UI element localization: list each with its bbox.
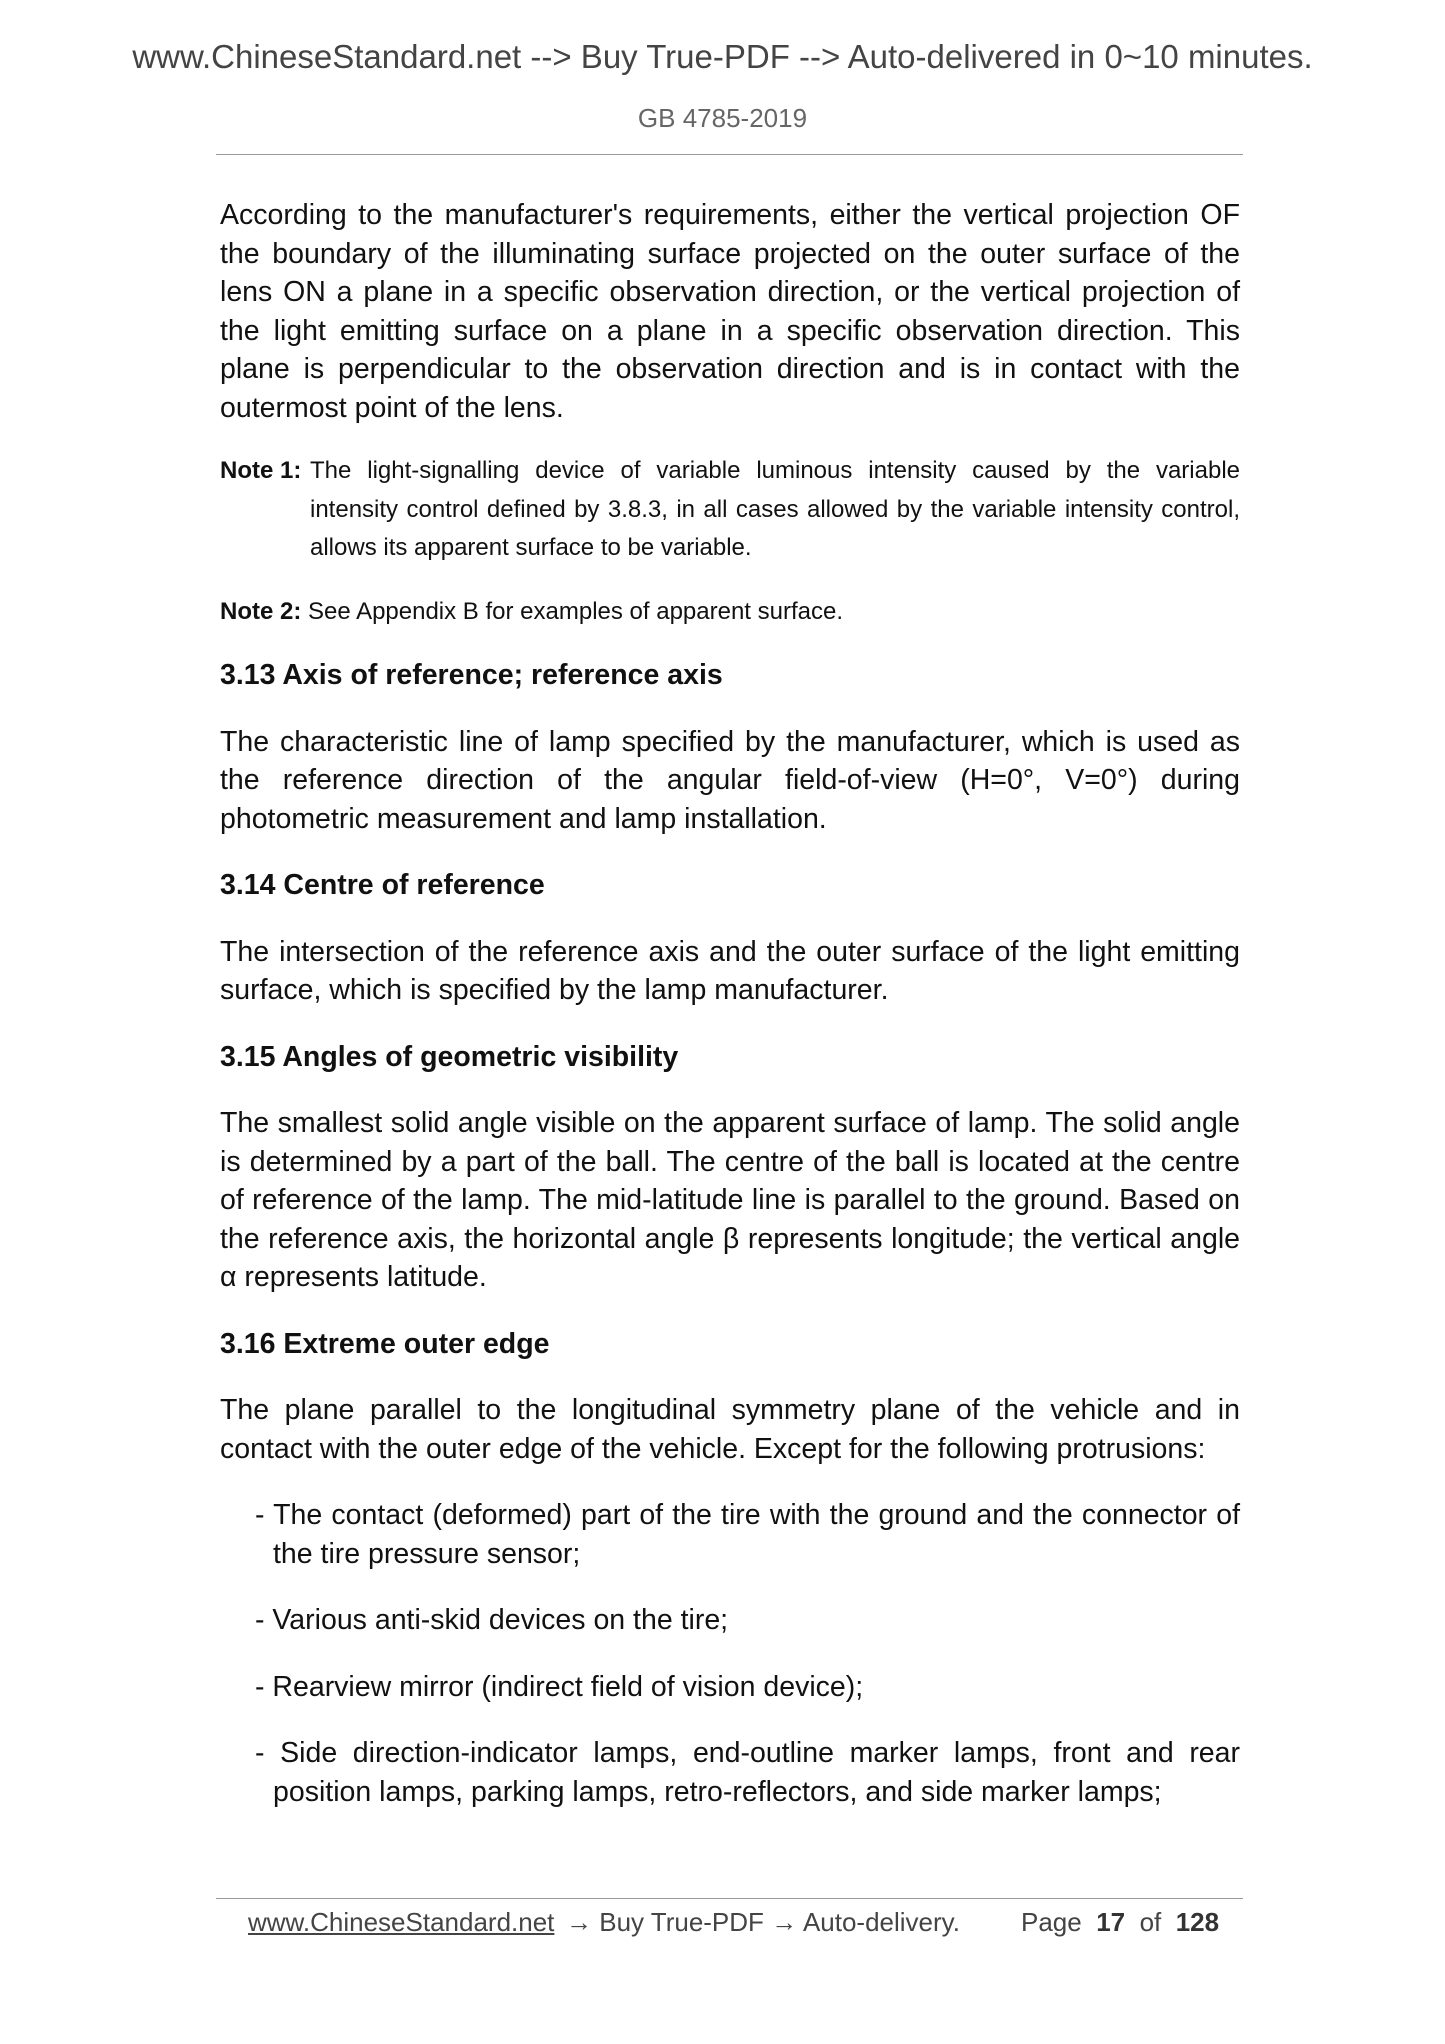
note-2 [220, 593, 1240, 632]
header-divider [216, 154, 1243, 155]
page-indicator [1021, 1907, 1219, 1938]
intro-paragraph: According to the manufacturer's requirements, either the vertical projection OF the boundary of the illuminating surface projected on the outer surface of the lens ON a plane in a specific observation direction, or the vertical projection of the light emitting surface on a plane in a specific observation direction. This plane is perpendicular to the observation direction and is in contact with the outermost point of the lens. [220, 199, 1240, 424]
note-2-text: See Appendix B for examples of apparent surface. [308, 597, 844, 625]
footer-divider [216, 1898, 1243, 1899]
note-1 [220, 452, 1240, 568]
section-3-13-heading: 3.13 Axis of reference; reference axis [220, 659, 723, 691]
note-2-label: Note 2: [220, 597, 302, 625]
footer-site-link[interactable]: www.ChineseStandard.net [248, 1907, 555, 1937]
document-id: GB 4785-2019 [637, 103, 808, 133]
of-word: of [1139, 1907, 1162, 1937]
list-item: - Various anti-skid devices on the tire; [255, 1604, 729, 1636]
list-item: - Side direction-indicator lamps, end-outline marker lamps, front and rear position lamps, parking lamps, retro-reflectors, and side marker lamps; [255, 1737, 1240, 1808]
page-number: 17 [1096, 1907, 1126, 1937]
section-3-15-heading: 3.15 Angles of geometric visibility [220, 1040, 679, 1073]
page-word: Page [1021, 1907, 1082, 1937]
top-banner: www.ChineseStandard.net --> Buy True-PDF --> Auto-delivered in 0~10 minutes. [132, 38, 1313, 75]
note-1-text: The light-signalling device of variable luminous intensity caused by the variable intensity control defined by 3.8.3, in all cases allowed by the variable intensity control, allows its apparent surface to be variable. [310, 457, 1240, 561]
section-3-14-heading: 3.14 Centre of reference [220, 869, 545, 901]
section-3-14-text: The intersection of the reference axis and the outer surface of the light emitting surface, which is specified by the lamp manufacturer. [220, 935, 1240, 1006]
note-1-label: Note 1: [220, 457, 302, 484]
section-3-15-text: The smallest solid angle visible on the apparent surface of lamp. The solid angle is determined by a part of the ball. The centre of the ball is located at the centre of reference of the lamp. The mid-latitude line is parallel to the ground. Based on the reference axis, the horizontal angle β represents longitude; the vertical angle α represents latitude. [220, 1107, 1240, 1293]
footer-promo-text: → Buy True-PDF → Auto-delivery. [566, 1907, 960, 1937]
section-3-16-text: The plane parallel to the longitudinal symmetry plane of the vehicle and in contact with the outer edge of the vehicle. Except for the following protrusions: [220, 1394, 1240, 1465]
section-3-13-text: The characteristic line of lamp specified by the manufacturer, which is used as the reference direction of the angular field-of-view (H=0°, V=0°) during photometric measurement and lamp installation. [220, 725, 1240, 835]
page-total: 128 [1175, 1907, 1220, 1937]
list-item: - The contact (deformed) part of the tire with the ground and the connector of the tire pressure sensor; [255, 1499, 1240, 1570]
page-content [220, 196, 1240, 1811]
section-3-16-heading: 3.16 Extreme outer edge [220, 1327, 550, 1360]
list-item: - Rearview mirror (indirect field of vision device); [255, 1670, 864, 1703]
